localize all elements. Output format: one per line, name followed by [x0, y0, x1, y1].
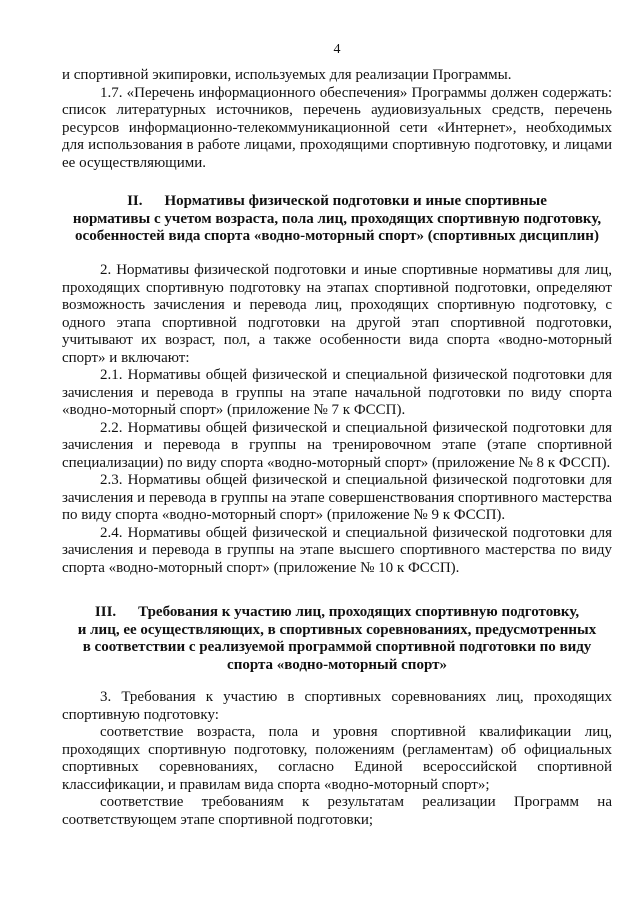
section-2-body [62, 262, 612, 577]
section-2-paragraph: 2.3. Нормативы общей физической и специальной физической подготовки для зачисления и перевода в группы на этапе совершенствования спортивного мастерства по виду спорта «водно-моторный спорт» (приложение № 9 к ФССП). [62, 472, 612, 523]
section-2-paragraph: 2.4. Нормативы общей физической и специальной физической подготовки для зачисления и перевода в группы на этапе высшего спортивного мастерства по виду спорта «водно-моторный спорт» (приложение № 10 к ФССП). [62, 524, 612, 576]
section-2-title-line-3: особенностей вида спорта «водно-моторный спорт» (спортивных дисциплин) [75, 228, 599, 244]
section-3-body [62, 689, 612, 829]
section-3-number: III. [94, 604, 117, 620]
intro-paragraph-2: 1.7. «Перечень информационного обеспечения» Программы должен содержать: список литературных источников, перечень аудиовизуальных средств, перечень ресурсов информационно-телекоммуникационной сети «Интернет», необходимых для использования в работе лицами, проходящими спортивную подготовку, и лицами ее осуществляющими. [62, 84, 612, 171]
section-3-heading [62, 604, 612, 674]
intro-paragraph-1: и спортивной экипировки, используемых для реализации Программы. [62, 67, 512, 83]
section-3-title-line-1: Требования к участию лиц, проходящих спортивную подготовку, [138, 604, 580, 620]
section-2-paragraph: 2.2. Нормативы общей физической и специальной физической подготовки для зачисления и перевода в группы на тренировочном этапе (этапе спортивной специализации) по виду спорта «водно-моторный спорт» (приложение № 8 к ФССП). [62, 419, 612, 471]
page-number: 4 [333, 42, 341, 57]
section-2-paragraph: 2.1. Нормативы общей физической и специальной физической подготовки для зачисления и перевода в группы на этапе начальной подготовки по виду спорта «водно-моторный спорт» (приложение № 7 к ФССП). [62, 367, 612, 418]
intro-block [62, 67, 612, 172]
section-2-title-line-1: Нормативы физической подготовки и иные спортивные [164, 193, 547, 209]
section-3-paragraph: соответствие требованиям к результатам реализации Программ на соответствующем этапе спортивной подготовки; [62, 794, 612, 828]
section-2-heading [62, 193, 612, 246]
section-3-title-line-4: спорта «водно-моторный спорт» [227, 656, 447, 673]
section-3-paragraph: 3. Требования к участию в спортивных соревнованиях лиц, проходящих спортивную подготовку: [62, 689, 612, 723]
section-3-title-line-3: в соответствии с реализуемой программой спортивной подготовки по виду [82, 639, 592, 655]
section-2-paragraph: 2. Нормативы физической подготовки и иные спортивные нормативы для лиц, проходящих спортивную подготовку на этапах спортивной подготовки, определяют возможность зачисления и перевода лиц, проходящих спортивную подготовку, с одного этапа спортивной подготовки на другой этап спортивной подготовки, учитывают их возраст, пол, а также особенности вида спорта «водно-моторный спорт» и включают: [62, 262, 612, 366]
section-3-paragraph: соответствие возраста, пола и уровня спортивной квалификации лиц, проходящих спортивную подготовку, положениям (регламентам) об официальных спортивных соревнованиях, согласно Единой всероссийской спортивной классификации, и правилам вида спорта «водно-моторный спорт»; [62, 724, 612, 793]
section-2-title-line-2: нормативы с учетом возраста, пола лиц, проходящих спортивную подготовку, [72, 210, 602, 227]
section-2-number: II. [127, 193, 143, 209]
section-3-title-line-2: и лиц, ее осуществляющих, в спортивных соревнованиях, предусмотренных [77, 621, 597, 638]
